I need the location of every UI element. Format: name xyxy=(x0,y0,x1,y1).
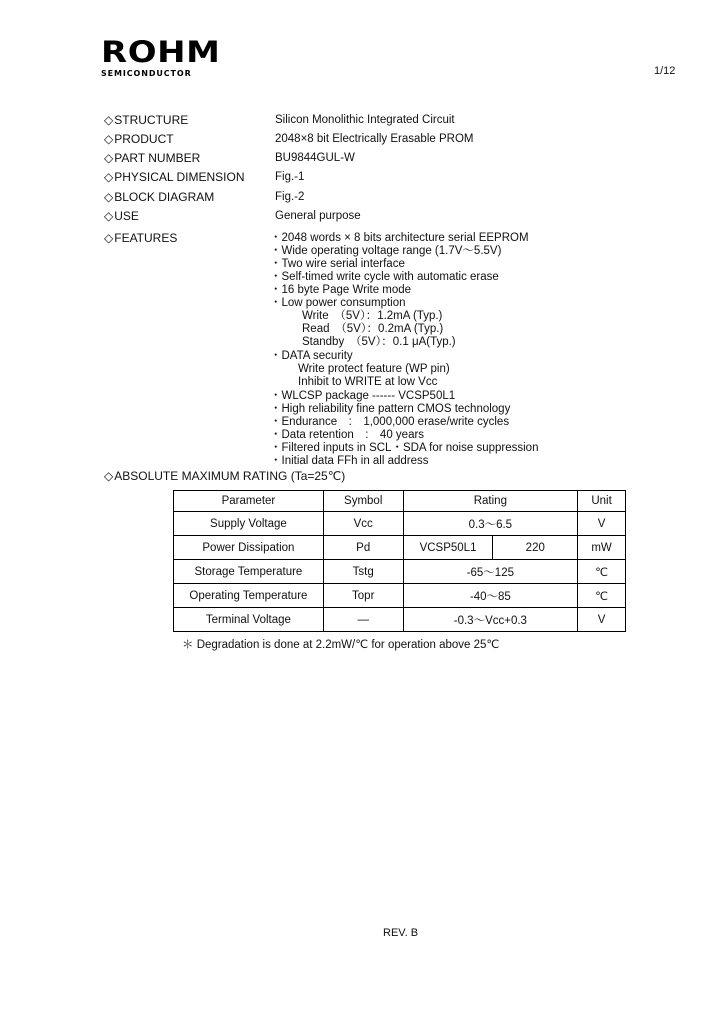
diamond-icon: ◇ xyxy=(104,190,114,204)
table-row xyxy=(174,608,626,632)
feature-line: ・High reliability fine pattern CMOS technology xyxy=(270,403,511,415)
feature-line: ・WLCSP package ------ VCSP50L1 xyxy=(270,390,456,402)
table-row xyxy=(174,584,626,608)
feature-line: ・Wide operating voltage range (1.7V～5.5V) xyxy=(270,245,502,257)
cell-parameter: Storage Temperature xyxy=(174,560,324,584)
feature-line: ・DATA security xyxy=(270,350,353,362)
cell-parameter: Terminal Voltage xyxy=(174,608,324,632)
feature-line: ・Self-timed write cycle with automatic erase xyxy=(270,271,499,283)
feature-line: ・Endurance : 1,000,000 erase/write cycles xyxy=(270,416,510,428)
feature-line: ・16 byte Page Write mode xyxy=(270,284,412,296)
diamond-icon: ◇ xyxy=(104,231,114,245)
feature-line: ・Low power consumption xyxy=(270,297,406,309)
cell-rating: -40～85 xyxy=(403,584,577,608)
cell-parameter: Supply Voltage xyxy=(174,512,324,536)
field-value-part-number: BU9844GUL-W xyxy=(275,152,355,164)
cell-rating: -65～125 xyxy=(403,560,577,584)
feature-line: ・Data retention : 40 years xyxy=(270,429,425,441)
cell-symbol: Pd xyxy=(323,536,403,560)
field-value-product: 2048×8 bit Electrically Erasable PROM xyxy=(275,133,474,145)
field-value-use: General purpose xyxy=(275,210,361,222)
power-spec-line: Read （5V）：0.2mA (Typ.) xyxy=(302,323,444,335)
cell-unit: V xyxy=(578,608,626,632)
diamond-icon: ◇ xyxy=(104,209,114,223)
header-rating: Rating xyxy=(403,491,577,512)
footnote: ＊ Degradation is done at 2.2mW/℃ for operation above 25℃ xyxy=(182,639,500,651)
page-number: 1/12 xyxy=(654,65,676,77)
table-row xyxy=(174,560,626,584)
field-value-physical-dimension: Fig.-1 xyxy=(275,171,305,183)
cell-rating-package: VCSP50L1 xyxy=(403,536,493,560)
cell-rating: -0.3～Vcc+0.3 xyxy=(403,608,577,632)
table-row xyxy=(174,512,626,536)
feature-line: ・Initial data FFh in all address xyxy=(270,455,429,467)
cell-parameter: Power Dissipation xyxy=(174,536,324,560)
cell-parameter: Operating Temperature xyxy=(174,584,324,608)
logo-wordmark: ROHM xyxy=(101,35,221,69)
cell-unit: mW xyxy=(578,536,626,560)
cell-symbol: ― xyxy=(323,608,403,632)
diamond-icon: ◇ xyxy=(104,132,114,146)
revision-label: REV. B xyxy=(383,927,419,939)
feature-subline: Inhibit to WRITE at low Vcc xyxy=(298,376,438,388)
field-label-part-number: ◇PART NUMBER xyxy=(104,151,201,165)
diamond-icon: ◇ xyxy=(104,113,114,127)
diamond-icon: ◇ xyxy=(104,170,114,184)
header-parameter: Parameter xyxy=(174,491,324,512)
power-spec-line: Write （5V）：1.2mA (Typ.) xyxy=(302,310,443,322)
logo-subtitle: SEMICONDUCTOR xyxy=(101,69,192,78)
field-value-block-diagram: Fig.-2 xyxy=(275,191,305,203)
rohm-logo xyxy=(101,35,221,79)
cell-unit: V xyxy=(578,512,626,536)
cell-symbol: Vcc xyxy=(323,512,403,536)
field-label-product: ◇PRODUCT xyxy=(104,132,174,146)
field-label-physical-dimension: ◇PHYSICAL DIMENSION xyxy=(104,170,245,184)
table-header-row xyxy=(174,491,626,512)
cell-symbol: Tstg xyxy=(323,560,403,584)
power-spec-line: Standby （5V）：0.1 μA(Typ.) xyxy=(302,336,456,348)
cell-rating-value: 220 xyxy=(493,536,578,560)
amr-table xyxy=(173,490,626,632)
table-row xyxy=(174,536,626,560)
feature-line: ・Filtered inputs in SCL・SDA for noise suppression xyxy=(270,442,539,454)
feature-subline: Write protect feature (WP pin) xyxy=(298,363,450,375)
field-value-structure: Silicon Monolithic Integrated Circuit xyxy=(275,114,455,126)
header-unit: Unit xyxy=(578,491,626,512)
cell-rating: 0.3～6.5 xyxy=(403,512,577,536)
header-symbol: Symbol xyxy=(323,491,403,512)
field-label-block-diagram: ◇BLOCK DIAGRAM xyxy=(104,190,215,204)
field-label-use: ◇USE xyxy=(104,209,139,223)
features-label: ◇FEATURES xyxy=(104,231,178,245)
cell-unit: ℃ xyxy=(578,584,626,608)
diamond-icon: ◇ xyxy=(104,151,114,165)
diamond-icon: ◇ xyxy=(104,469,114,483)
feature-line: ・2048 words × 8 bits architecture serial EEPROM xyxy=(270,232,529,244)
cell-symbol: Topr xyxy=(323,584,403,608)
feature-line: ・Two wire serial interface xyxy=(270,258,405,270)
cell-unit: ℃ xyxy=(578,560,626,584)
amr-label: ◇ABSOLUTE MAXIMUM RATING (Ta=25℃) xyxy=(104,469,346,483)
field-label-structure: ◇STRUCTURE xyxy=(104,113,189,127)
